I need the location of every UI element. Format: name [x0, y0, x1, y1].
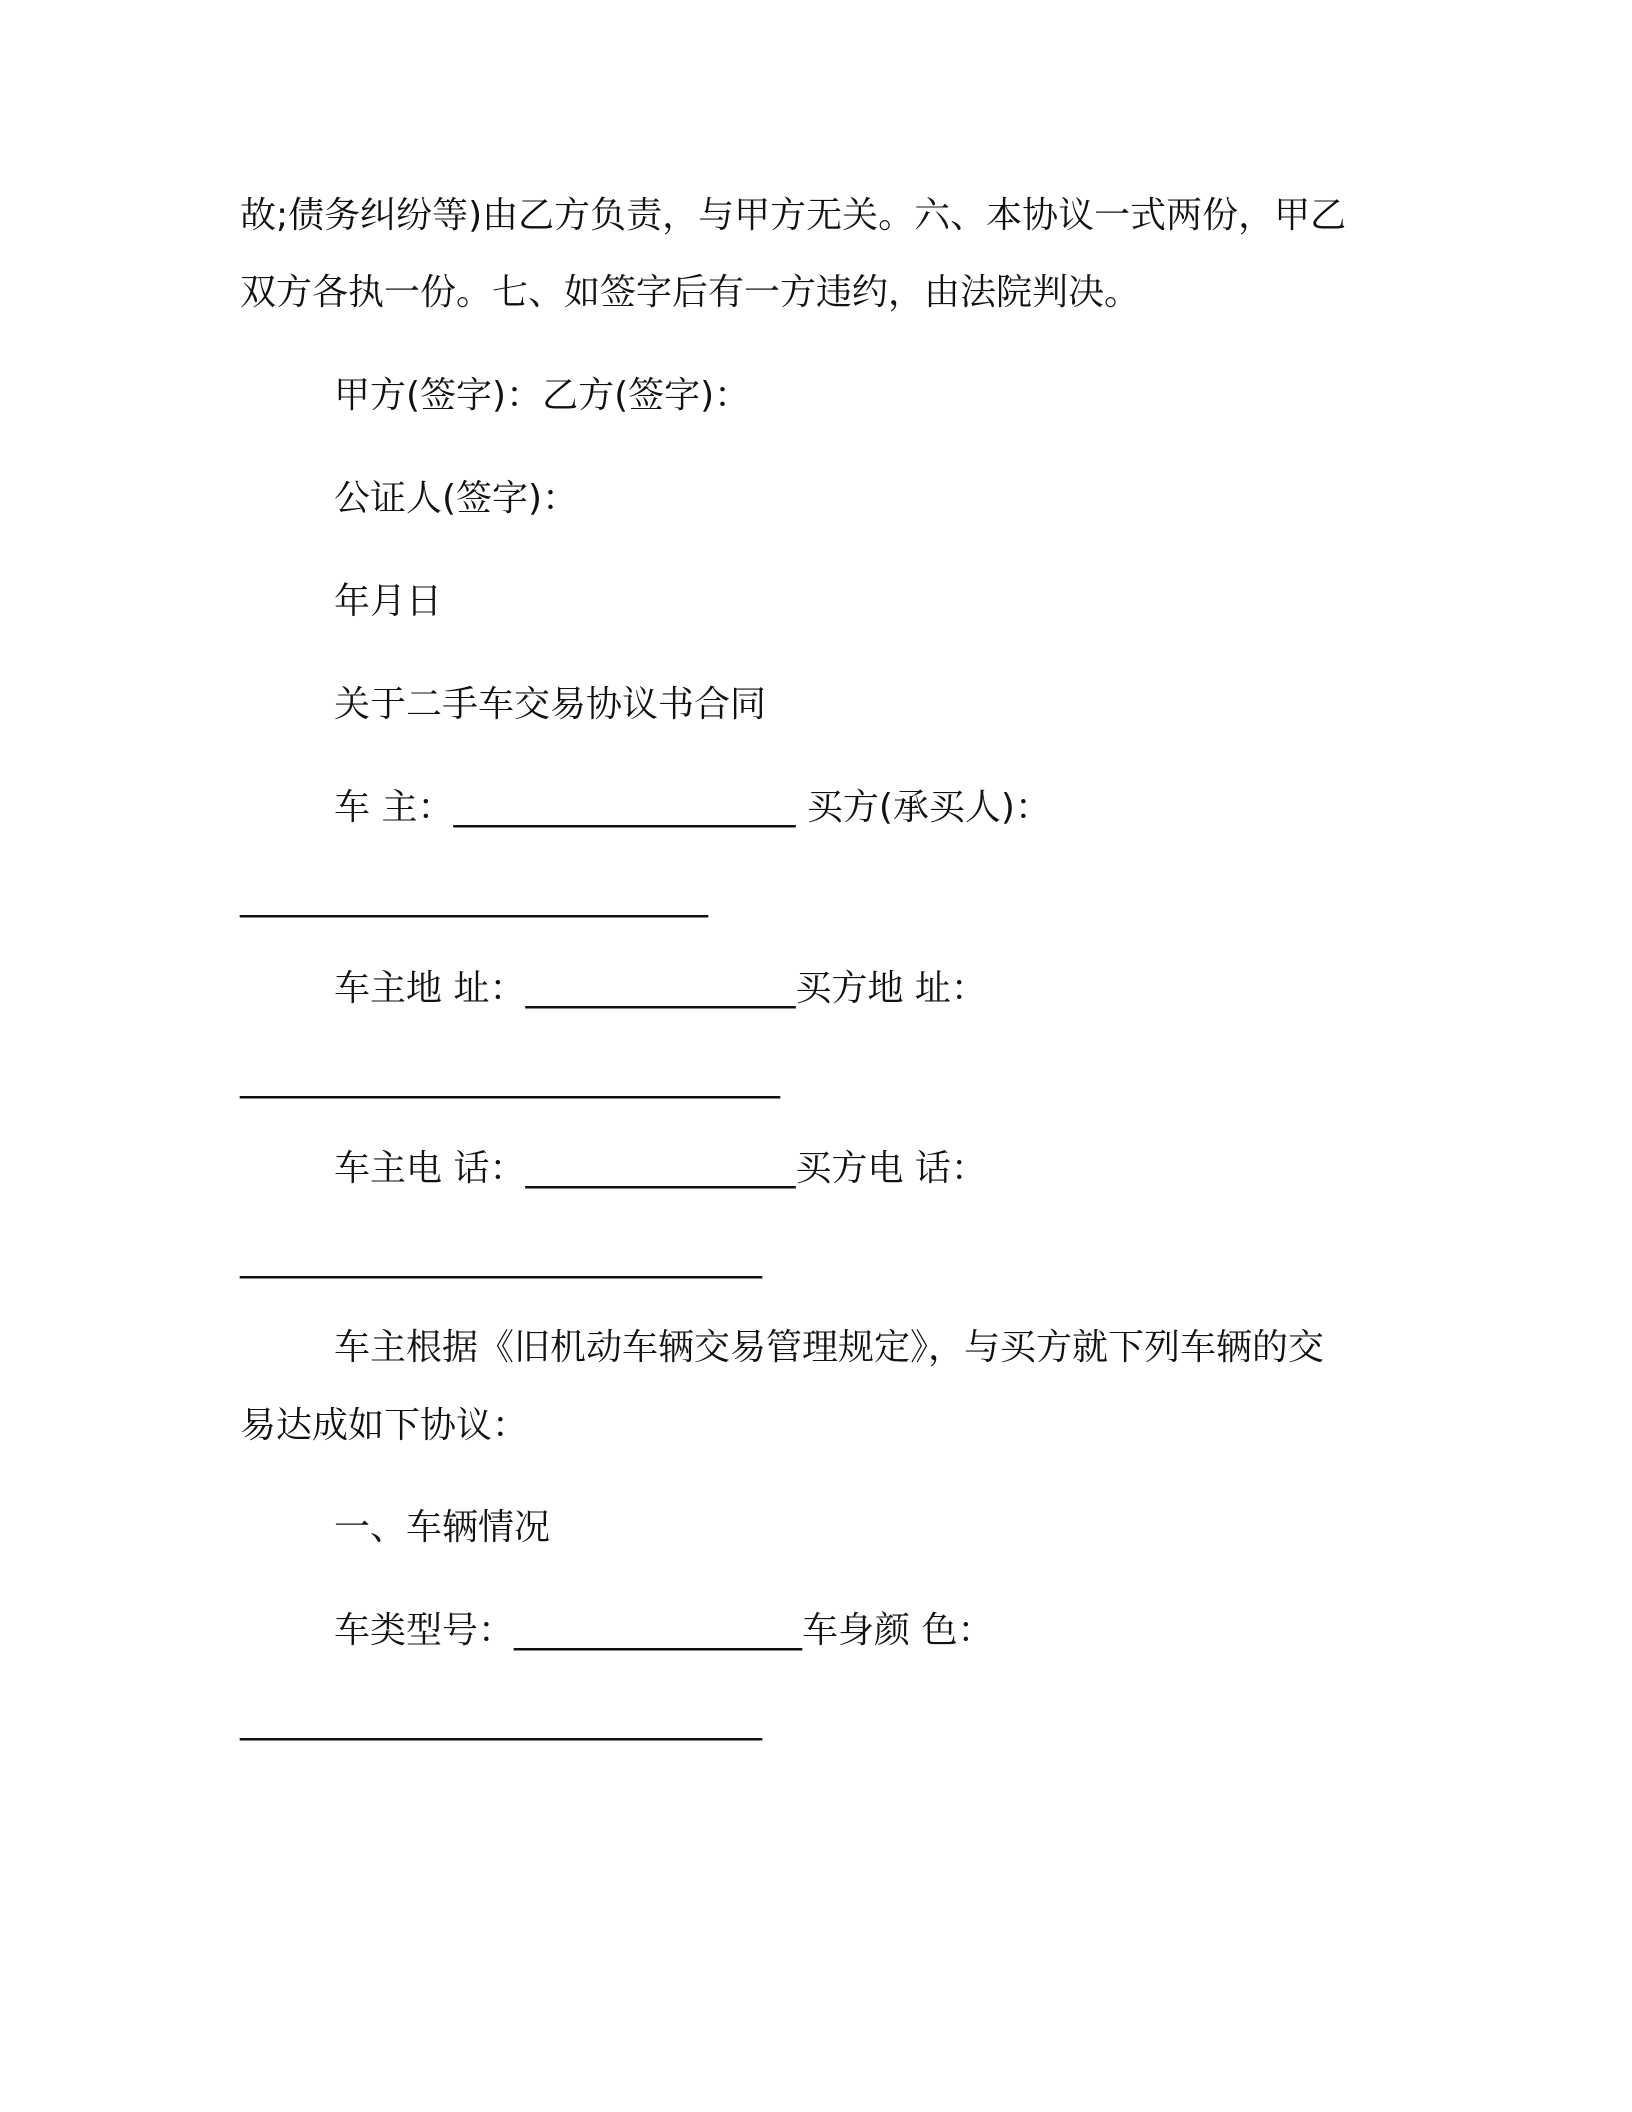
paragraph-line: 双方各执一份。七、如签字后有一方违约，由法院判决。	[240, 272, 1141, 313]
paragraph-line: 故;债务纠纷等)由乙方负责，与甲方无关。六、本协议一式两份，甲乙	[240, 195, 1347, 236]
address-field-line: 车主地 址：_______________买方地 址：	[334, 968, 987, 1009]
phone-field-line: 车主电 话：_______________买方电 话：	[334, 1148, 987, 1189]
notary-line: 公证人(签字)：	[334, 478, 579, 519]
section-title: 关于二手车交易协议书合同	[334, 684, 767, 725]
intro-paragraph-line: 易达成如下协议：	[240, 1405, 529, 1446]
owner-field-line: 车 主：___________________ 买方(承买人)：	[334, 787, 1051, 828]
owner-blank-line: __________________________	[240, 877, 708, 918]
address-blank-line: ______________________________	[240, 1058, 780, 1099]
phone-blank-line: _____________________________	[240, 1238, 762, 1279]
vehicle-field-line: 车类型号：________________车身颜 色：	[334, 1610, 994, 1651]
clause-title: 一、车辆情况	[334, 1507, 551, 1548]
vehicle-blank-line: _____________________________	[240, 1700, 762, 1741]
signature-line: 甲方(签字)：乙方(签字)：	[334, 375, 751, 416]
intro-paragraph-line: 车主根据《旧机动车辆交易管理规定》，与买方就下列车辆的交	[334, 1327, 1325, 1368]
date-line: 年月日	[334, 581, 443, 622]
